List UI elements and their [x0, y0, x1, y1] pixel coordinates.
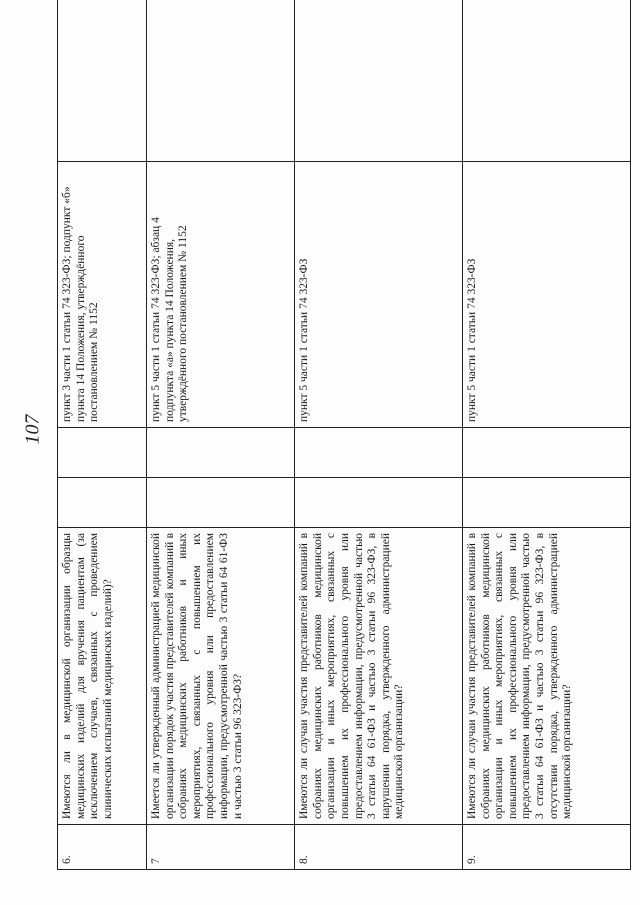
- yes-cell: [463, 478, 631, 528]
- yes-cell: [58, 478, 147, 528]
- handwritten-page-number: 107: [21, 414, 44, 445]
- table-row: [147, 0, 295, 870]
- question-cell: Имеется ли утвержденный администрацией медицинской организации порядок участия представителей компаний в собраниях медицинских работников и иных мероприятиях, связанных с повышением их профессионального уровня или предоставлением информации, предусмотренной частью 3 статьи 64 61-ФЗ и частью 3 статьи 96 323-ФЗ?: [147, 528, 295, 825]
- norm-cell: пункт 5 части 1 статьи 74 323-ФЗ: [463, 162, 631, 428]
- question-cell: Имеются ли в медицинской организации образцы медицинских изделий для вручения пациентам (за исключением случаев, связанных с проведением клинических испытаний медицинских изделий)?: [58, 528, 147, 825]
- rotated-table-container: [57, 22, 631, 870]
- row-number: 8.: [295, 825, 463, 870]
- no-cell: [295, 428, 463, 478]
- question-cell: Имеются ли случаи участия представителей компаний в собраниях медицинских работников медицинской организации и иных мероприятиях, связанных с повышением их профессионального уровня или предоставлением информации, предусмотренной частью 3 статьи 64 61-ФЗ и частью 3 статьи 96 323-ФЗ, в отсутствии порядка, утвержденного администрацией медицинской организации?: [463, 528, 631, 825]
- yes-cell: [295, 478, 463, 528]
- question-cell: Имеются ли случаи участия представителей компаний в собраниях медицинских работников медицинской организации и иных мероприятиях, связанных с повышением их профессионального уровня или предоставлением информации, предусмотренной частью 3 статьи 64 61-ФЗ и частью 3 статьи 96 323-ФЗ, в нарушении порядка, утвержденного администрацией медицинской организации?: [295, 528, 463, 825]
- row-number: 9.: [463, 825, 631, 870]
- norm-cell: пункт 5 части 1 статьи 74 323-ФЗ: [295, 162, 463, 428]
- table-row: [58, 0, 147, 870]
- note-cell: [295, 0, 463, 162]
- norm-cell: пункт 5 части 1 статьи 74 323-ФЗ; абзац 4 подпункта «а» пункта 14 Положения, утверждённого постановлением № 1152: [147, 162, 295, 428]
- note-cell: [463, 0, 631, 162]
- no-cell: [58, 428, 147, 478]
- row-number: 7: [147, 825, 295, 870]
- table-row: [463, 0, 631, 870]
- note-cell: [147, 0, 295, 162]
- row-number: 6.: [58, 825, 147, 870]
- yes-cell: [147, 478, 295, 528]
- note-cell: [58, 0, 147, 162]
- no-cell: [463, 428, 631, 478]
- table-row: [295, 0, 463, 870]
- norm-cell: пункт 3 части 1 статьи 74 323-ФЗ; подпункт «б» пункта 14 Положения, утверждённого постановлением № 1152: [58, 162, 147, 428]
- checklist-table: [57, 0, 631, 870]
- no-cell: [147, 428, 295, 478]
